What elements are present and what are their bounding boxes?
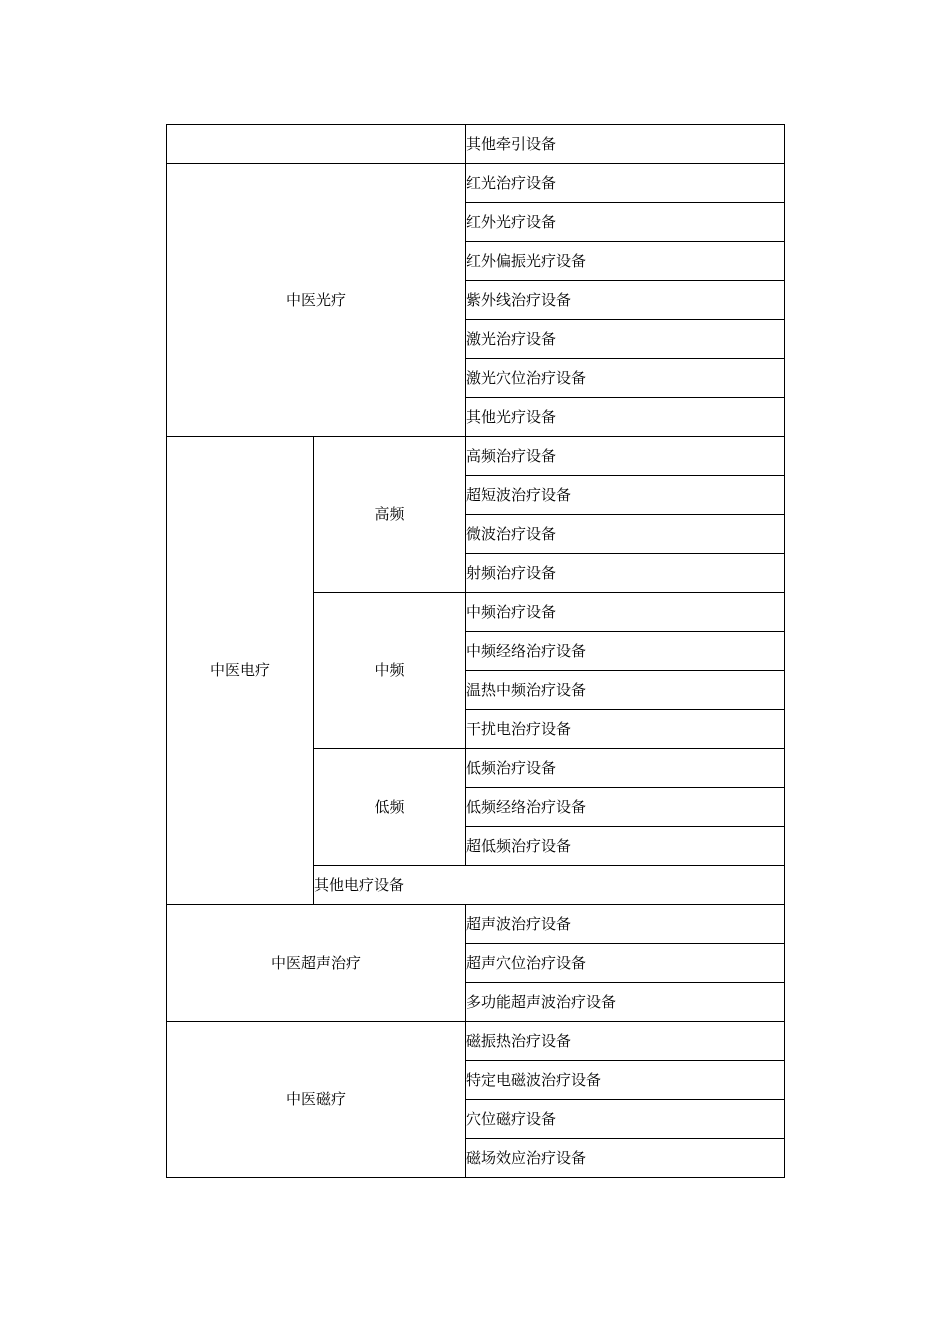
item-cell: 激光穴位治疗设备 — [466, 359, 785, 398]
item-cell: 低频治疗设备 — [466, 749, 785, 788]
category-cell-ultrasound-therapy: 中医超声治疗 — [167, 905, 466, 1022]
table-row — [167, 164, 785, 203]
item-cell: 红光治疗设备 — [466, 164, 785, 203]
item-cell: 紫外线治疗设备 — [466, 281, 785, 320]
item-cell: 特定电磁波治疗设备 — [466, 1061, 785, 1100]
item-cell: 磁场效应治疗设备 — [466, 1139, 785, 1178]
item-cell: 其他牵引设备 — [466, 125, 785, 164]
item-cell: 中频治疗设备 — [466, 593, 785, 632]
item-cell: 超声穴位治疗设备 — [466, 944, 785, 983]
subcategory-cell-low-frequency: 低频 — [314, 749, 466, 866]
table-row — [167, 437, 785, 476]
subcategory-cell-high-frequency: 高频 — [314, 437, 466, 593]
item-cell: 穴位磁疗设备 — [466, 1100, 785, 1139]
item-cell: 高频治疗设备 — [466, 437, 785, 476]
subcategory-cell-mid-frequency: 中频 — [314, 593, 466, 749]
item-cell: 超短波治疗设备 — [466, 476, 785, 515]
item-cell: 超低频治疗设备 — [466, 827, 785, 866]
category-cell-light-therapy: 中医光疗 — [167, 164, 466, 437]
category-cell-electrotherapy: 中医电疗 — [167, 437, 314, 905]
item-cell: 温热中频治疗设备 — [466, 671, 785, 710]
table-row — [167, 905, 785, 944]
item-cell-other-electrotherapy: 其他电疗设备 — [314, 866, 785, 905]
item-cell: 干扰电治疗设备 — [466, 710, 785, 749]
item-cell: 其他光疗设备 — [466, 398, 785, 437]
item-cell: 射频治疗设备 — [466, 554, 785, 593]
table-row — [167, 1022, 785, 1061]
equipment-catalog-table — [166, 124, 785, 1178]
item-cell: 多功能超声波治疗设备 — [466, 983, 785, 1022]
category-cell-magnetic-therapy: 中医磁疗 — [167, 1022, 466, 1178]
item-cell: 中频经络治疗设备 — [466, 632, 785, 671]
item-cell: 红外光疗设备 — [466, 203, 785, 242]
item-cell: 激光治疗设备 — [466, 320, 785, 359]
item-cell: 超声波治疗设备 — [466, 905, 785, 944]
empty-category-cell — [167, 125, 466, 164]
table-row — [167, 125, 785, 164]
item-cell: 磁振热治疗设备 — [466, 1022, 785, 1061]
item-cell: 微波治疗设备 — [466, 515, 785, 554]
item-cell: 低频经络治疗设备 — [466, 788, 785, 827]
item-cell: 红外偏振光疗设备 — [466, 242, 785, 281]
